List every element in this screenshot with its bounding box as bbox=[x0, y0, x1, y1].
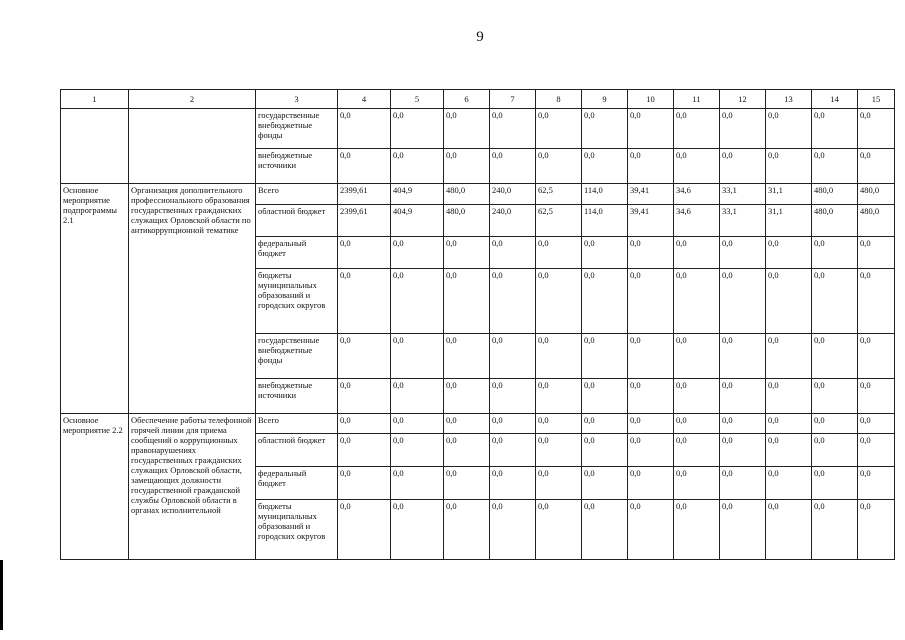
value-cell: 0,0 bbox=[674, 414, 720, 434]
value-cell: 0,0 bbox=[391, 414, 444, 434]
value-cell: 0,0 bbox=[582, 269, 628, 334]
value-cell: 0,0 bbox=[490, 379, 536, 414]
value-cell: 0,0 bbox=[536, 237, 582, 269]
value-cell: 0,0 bbox=[674, 109, 720, 149]
value-cell: 0,0 bbox=[628, 434, 674, 467]
value-cell: 0,0 bbox=[444, 414, 490, 434]
header-cell: 9 bbox=[582, 90, 628, 109]
funding-source-cell: федеральный бюджет bbox=[256, 467, 338, 500]
value-cell: 0,0 bbox=[674, 379, 720, 414]
value-cell: 0,0 bbox=[766, 149, 812, 184]
activity-code-cell: Основное мероприятие подпрограммы 2.1 bbox=[61, 184, 129, 414]
value-cell: 0,0 bbox=[338, 109, 391, 149]
value-cell: 0,0 bbox=[628, 269, 674, 334]
value-cell: 240,0 bbox=[490, 205, 536, 237]
value-cell: 0,0 bbox=[444, 379, 490, 414]
value-cell: 0,0 bbox=[766, 414, 812, 434]
value-cell: 0,0 bbox=[391, 237, 444, 269]
value-cell: 0,0 bbox=[536, 379, 582, 414]
value-cell: 0,0 bbox=[720, 334, 766, 379]
value-cell: 0,0 bbox=[536, 149, 582, 184]
value-cell: 0,0 bbox=[858, 414, 895, 434]
value-cell: 0,0 bbox=[628, 334, 674, 379]
value-cell: 0,0 bbox=[812, 379, 858, 414]
header-cell: 2 bbox=[129, 90, 256, 109]
value-cell: 0,0 bbox=[582, 500, 628, 560]
value-cell: 0,0 bbox=[812, 334, 858, 379]
funding-source-cell: областной бюджет bbox=[256, 205, 338, 237]
header-cell: 3 bbox=[256, 90, 338, 109]
value-cell: 0,0 bbox=[391, 467, 444, 500]
header-cell: 6 bbox=[444, 90, 490, 109]
value-cell: 0,0 bbox=[444, 149, 490, 184]
value-cell: 0,0 bbox=[444, 334, 490, 379]
value-cell: 0,0 bbox=[766, 434, 812, 467]
value-cell: 0,0 bbox=[766, 237, 812, 269]
value-cell: 0,0 bbox=[858, 334, 895, 379]
funding-source-cell: внебюджетные источники bbox=[256, 379, 338, 414]
value-cell: 0,0 bbox=[858, 467, 895, 500]
value-cell: 0,0 bbox=[582, 379, 628, 414]
value-cell: 62,5 bbox=[536, 184, 582, 205]
value-cell: 0,0 bbox=[812, 500, 858, 560]
value-cell: 0,0 bbox=[674, 334, 720, 379]
value-cell: 0,0 bbox=[720, 500, 766, 560]
value-cell: 480,0 bbox=[444, 205, 490, 237]
value-cell: 0,0 bbox=[628, 109, 674, 149]
value-cell: 480,0 bbox=[812, 205, 858, 237]
value-cell: 0,0 bbox=[391, 379, 444, 414]
value-cell: 0,0 bbox=[444, 434, 490, 467]
value-cell: 0,0 bbox=[720, 109, 766, 149]
value-cell: 31,1 bbox=[766, 184, 812, 205]
value-cell: 39,41 bbox=[628, 205, 674, 237]
value-cell: 39,41 bbox=[628, 184, 674, 205]
value-cell: 0,0 bbox=[490, 109, 536, 149]
funding-source-cell: бюджеты муниципальных образований и городских округов bbox=[256, 500, 338, 560]
value-cell: 0,0 bbox=[490, 467, 536, 500]
value-cell: 0,0 bbox=[338, 434, 391, 467]
value-cell: 0,0 bbox=[674, 149, 720, 184]
value-cell: 62,5 bbox=[536, 205, 582, 237]
header-cell: 7 bbox=[490, 90, 536, 109]
value-cell: 0,0 bbox=[536, 414, 582, 434]
funding-source-cell: Всего bbox=[256, 414, 338, 434]
page-number: 9 bbox=[476, 29, 484, 45]
value-cell: 0,0 bbox=[766, 500, 812, 560]
value-cell: 0,0 bbox=[391, 500, 444, 560]
funding-source-cell: бюджеты муниципальных образований и городских округов bbox=[256, 269, 338, 334]
value-cell: 0,0 bbox=[628, 500, 674, 560]
value-cell: 0,0 bbox=[766, 467, 812, 500]
value-cell: 0,0 bbox=[766, 334, 812, 379]
value-cell: 0,0 bbox=[766, 109, 812, 149]
table-row bbox=[61, 414, 895, 434]
value-cell: 480,0 bbox=[812, 184, 858, 205]
value-cell: 33,1 bbox=[720, 184, 766, 205]
value-cell: 34,6 bbox=[674, 205, 720, 237]
funding-source-cell: государственные внебюджетные фонды bbox=[256, 334, 338, 379]
value-cell: 404,9 bbox=[391, 205, 444, 237]
value-cell: 0,0 bbox=[720, 434, 766, 467]
value-cell: 0,0 bbox=[858, 434, 895, 467]
value-cell: 0,0 bbox=[628, 414, 674, 434]
value-cell: 0,0 bbox=[444, 237, 490, 269]
value-cell: 0,0 bbox=[720, 149, 766, 184]
value-cell: 0,0 bbox=[812, 414, 858, 434]
value-cell: 0,0 bbox=[338, 334, 391, 379]
value-cell: 0,0 bbox=[674, 237, 720, 269]
header-cell: 13 bbox=[766, 90, 812, 109]
value-cell: 0,0 bbox=[338, 467, 391, 500]
funding-source-cell: государственные внебюджетные фонды bbox=[256, 109, 338, 149]
value-cell: 0,0 bbox=[338, 414, 391, 434]
header-cell: 1 bbox=[61, 90, 129, 109]
activity-description-cell bbox=[129, 109, 256, 184]
header-row bbox=[61, 90, 895, 109]
header-cell: 10 bbox=[628, 90, 674, 109]
value-cell: 0,0 bbox=[674, 467, 720, 500]
value-cell: 0,0 bbox=[490, 269, 536, 334]
value-cell: 240,0 bbox=[490, 184, 536, 205]
value-cell: 0,0 bbox=[858, 500, 895, 560]
value-cell: 0,0 bbox=[812, 237, 858, 269]
header-cell: 15 bbox=[858, 90, 895, 109]
value-cell: 0,0 bbox=[391, 334, 444, 379]
value-cell: 34,6 bbox=[674, 184, 720, 205]
value-cell: 0,0 bbox=[444, 269, 490, 334]
value-cell: 0,0 bbox=[674, 500, 720, 560]
value-cell: 0,0 bbox=[490, 414, 536, 434]
value-cell: 0,0 bbox=[858, 237, 895, 269]
value-cell: 404,9 bbox=[391, 184, 444, 205]
value-cell: 0,0 bbox=[391, 109, 444, 149]
value-cell: 0,0 bbox=[628, 237, 674, 269]
value-cell: 0,0 bbox=[444, 467, 490, 500]
value-cell: 0,0 bbox=[582, 334, 628, 379]
value-cell: 114,0 bbox=[582, 184, 628, 205]
value-cell: 480,0 bbox=[444, 184, 490, 205]
funding-source-cell: федеральный бюджет bbox=[256, 237, 338, 269]
value-cell: 0,0 bbox=[391, 434, 444, 467]
activity-description-cell: Организация дополнительного профессионального образования государственных гражданских служащих Орловской области по антикоррупционной тематике bbox=[129, 184, 256, 414]
value-cell: 0,0 bbox=[674, 434, 720, 467]
value-cell: 0,0 bbox=[582, 467, 628, 500]
value-cell: 2399,61 bbox=[338, 184, 391, 205]
activity-code-cell: Основное мероприятие 2.2 bbox=[61, 414, 129, 560]
funding-source-cell: областной бюджет bbox=[256, 434, 338, 467]
value-cell: 0,0 bbox=[720, 379, 766, 414]
table-body bbox=[61, 109, 895, 560]
value-cell: 0,0 bbox=[582, 414, 628, 434]
value-cell: 114,0 bbox=[582, 205, 628, 237]
value-cell: 0,0 bbox=[812, 109, 858, 149]
value-cell: 0,0 bbox=[858, 379, 895, 414]
value-cell: 0,0 bbox=[582, 149, 628, 184]
value-cell: 0,0 bbox=[858, 269, 895, 334]
value-cell: 0,0 bbox=[582, 434, 628, 467]
funding-source-cell: внебюджетные источники bbox=[256, 149, 338, 184]
value-cell: 0,0 bbox=[490, 434, 536, 467]
value-cell: 0,0 bbox=[720, 269, 766, 334]
value-cell: 0,0 bbox=[628, 379, 674, 414]
activity-code-cell bbox=[61, 109, 129, 184]
value-cell: 0,0 bbox=[536, 434, 582, 467]
value-cell: 0,0 bbox=[338, 237, 391, 269]
value-cell: 33,1 bbox=[720, 205, 766, 237]
value-cell: 0,0 bbox=[858, 149, 895, 184]
value-cell: 0,0 bbox=[338, 149, 391, 184]
value-cell: 0,0 bbox=[582, 109, 628, 149]
value-cell: 0,0 bbox=[444, 500, 490, 560]
table-row bbox=[61, 109, 895, 149]
value-cell: 0,0 bbox=[338, 500, 391, 560]
funding-source-cell: Всего bbox=[256, 184, 338, 205]
value-cell: 0,0 bbox=[490, 237, 536, 269]
table-row bbox=[61, 184, 895, 205]
header-cell: 4 bbox=[338, 90, 391, 109]
value-cell: 0,0 bbox=[628, 149, 674, 184]
header-cell: 5 bbox=[391, 90, 444, 109]
value-cell: 0,0 bbox=[766, 379, 812, 414]
value-cell: 0,0 bbox=[536, 467, 582, 500]
value-cell: 480,0 bbox=[858, 205, 895, 237]
value-cell: 0,0 bbox=[536, 334, 582, 379]
value-cell: 0,0 bbox=[490, 500, 536, 560]
value-cell: 0,0 bbox=[444, 109, 490, 149]
value-cell: 0,0 bbox=[812, 467, 858, 500]
value-cell: 0,0 bbox=[628, 467, 674, 500]
value-cell: 0,0 bbox=[720, 414, 766, 434]
value-cell: 0,0 bbox=[720, 237, 766, 269]
value-cell: 0,0 bbox=[338, 379, 391, 414]
value-cell: 0,0 bbox=[812, 269, 858, 334]
value-cell: 0,0 bbox=[490, 334, 536, 379]
value-cell: 0,0 bbox=[674, 269, 720, 334]
value-cell: 2399,61 bbox=[338, 205, 391, 237]
value-cell: 0,0 bbox=[490, 149, 536, 184]
header-cell: 14 bbox=[812, 90, 858, 109]
scan-edge-mark bbox=[0, 560, 3, 630]
value-cell: 480,0 bbox=[858, 184, 895, 205]
value-cell: 0,0 bbox=[536, 269, 582, 334]
value-cell: 0,0 bbox=[812, 149, 858, 184]
value-cell: 0,0 bbox=[812, 434, 858, 467]
value-cell: 0,0 bbox=[536, 500, 582, 560]
value-cell: 0,0 bbox=[582, 237, 628, 269]
header-cell: 11 bbox=[674, 90, 720, 109]
budget-table bbox=[60, 89, 895, 560]
header-cell: 8 bbox=[536, 90, 582, 109]
value-cell: 0,0 bbox=[858, 109, 895, 149]
value-cell: 0,0 bbox=[720, 467, 766, 500]
activity-description-cell: Обеспечение работы телефонной горячей линии для приема сообщений о коррупционных правонарушениях государственных гражданских служащих Орловской области, замещающих должности государственной гражданской службы Орловской области в органах исполнительной bbox=[129, 414, 256, 560]
value-cell: 0,0 bbox=[391, 149, 444, 184]
header-cell: 12 bbox=[720, 90, 766, 109]
value-cell: 0,0 bbox=[338, 269, 391, 334]
value-cell: 31,1 bbox=[766, 205, 812, 237]
value-cell: 0,0 bbox=[766, 269, 812, 334]
value-cell: 0,0 bbox=[391, 269, 444, 334]
value-cell: 0,0 bbox=[536, 109, 582, 149]
